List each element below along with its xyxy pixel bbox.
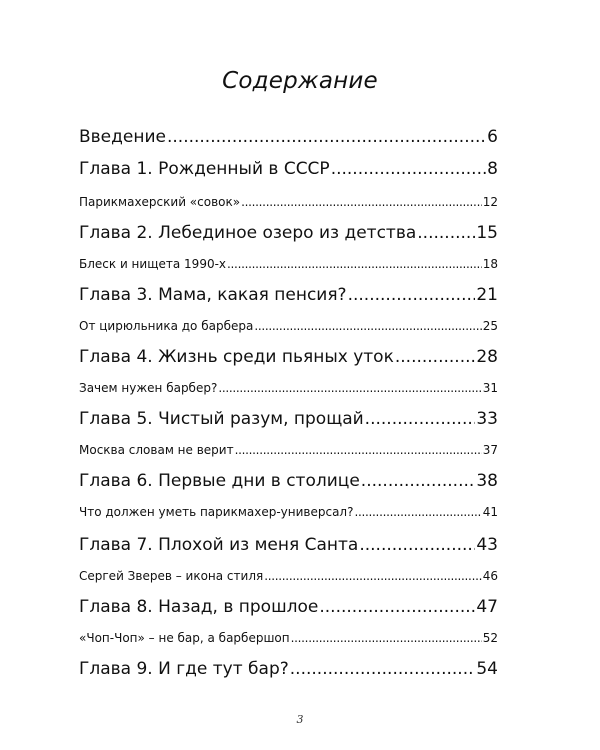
page-title: Содержание bbox=[222, 68, 378, 94]
toc-entry-label: Зачем нужен барбер? bbox=[79, 381, 218, 395]
toc-entry-label: Блеск и нищета 1990-х bbox=[79, 257, 227, 271]
toc-entry-chapter-7[interactable] bbox=[79, 535, 498, 559]
toc-entry-intro[interactable] bbox=[79, 127, 498, 151]
toc-entry-page: 43 bbox=[476, 535, 498, 555]
dot-leader bbox=[291, 631, 482, 645]
toc-entry-label: Сергей Зверев – икона стиля bbox=[79, 569, 264, 583]
toc-entry-label: От цирюльника до барбера bbox=[79, 319, 254, 333]
toc-entry-section[interactable] bbox=[79, 381, 498, 399]
toc-entry-page: 47 bbox=[476, 597, 498, 617]
dot-leader bbox=[264, 569, 482, 583]
toc-entry-section[interactable] bbox=[79, 195, 498, 213]
toc-entry-section[interactable] bbox=[79, 319, 498, 337]
toc-entry-label: Глава 9. И где тут бар? bbox=[79, 659, 289, 679]
dot-leader bbox=[417, 223, 475, 243]
dot-leader bbox=[331, 159, 486, 179]
toc-entry-section[interactable] bbox=[79, 443, 498, 461]
toc-entry-chapter-8[interactable] bbox=[79, 597, 498, 621]
dot-leader bbox=[235, 443, 482, 457]
toc-entry-section[interactable] bbox=[79, 257, 498, 275]
toc-entry-label: Парикмахерский «совок» bbox=[79, 195, 241, 209]
toc-entry-page: 37 bbox=[482, 443, 498, 457]
toc-entry-label: Глава 2. Лебединое озеро из детства bbox=[79, 223, 417, 243]
toc-entry-label: Глава 1. Рожденный в СССР bbox=[79, 159, 330, 179]
toc-entry-label: Глава 5. Чистый разум, прощай bbox=[79, 409, 364, 429]
toc-entry-label: «Чоп-Чоп» – не бар, а барбершоп bbox=[79, 631, 290, 645]
toc-entry-page: 38 bbox=[476, 471, 498, 491]
toc-entry-chapter-2[interactable] bbox=[79, 223, 498, 247]
toc-entry-chapter-1[interactable] bbox=[79, 159, 498, 183]
dot-leader bbox=[290, 659, 476, 679]
toc-entry-label: Глава 8. Назад, в прошлое bbox=[79, 597, 319, 617]
toc-entry-label: Глава 4. Жизнь среди пьяных уток bbox=[79, 347, 394, 367]
toc-entry-page: 54 bbox=[476, 659, 498, 679]
toc-entry-chapter-9[interactable] bbox=[79, 659, 498, 683]
dot-leader bbox=[359, 535, 475, 555]
toc-entry-page: 12 bbox=[482, 195, 498, 209]
dot-leader bbox=[241, 195, 482, 209]
toc-entry-label: Глава 7. Плохой из меня Санта bbox=[79, 535, 359, 555]
dot-leader bbox=[348, 285, 476, 305]
toc-entry-label: Глава 3. Мама, какая пенсия? bbox=[79, 285, 347, 305]
dot-leader bbox=[319, 597, 475, 617]
toc-entry-label: Москва словам не верит bbox=[79, 443, 234, 457]
toc-entry-section[interactable] bbox=[79, 505, 498, 523]
toc-entry-page: 25 bbox=[482, 319, 498, 333]
toc-entry-page: 28 bbox=[476, 347, 498, 367]
dot-leader bbox=[167, 127, 486, 147]
toc-entry-page: 6 bbox=[487, 127, 498, 147]
toc-entry-section[interactable] bbox=[79, 569, 498, 587]
toc-entry-label: Что должен уметь парикмахер-универсал? bbox=[79, 505, 354, 519]
toc-entry-label: Глава 6. Первые дни в столице bbox=[79, 471, 360, 491]
toc-entry-chapter-5[interactable] bbox=[79, 409, 498, 433]
dot-leader bbox=[354, 505, 481, 519]
dot-leader bbox=[227, 257, 482, 271]
toc-entry-chapter-4[interactable] bbox=[79, 347, 498, 371]
toc-entry-page: 15 bbox=[476, 223, 498, 243]
toc-entry-section[interactable] bbox=[79, 631, 498, 649]
toc-entry-page: 8 bbox=[487, 159, 498, 179]
toc-entry-chapter-3[interactable] bbox=[79, 285, 498, 309]
toc-entry-page: 33 bbox=[476, 409, 498, 429]
toc-entry-page: 41 bbox=[482, 505, 498, 519]
page-number: 3 bbox=[296, 713, 304, 726]
toc-entry-page: 31 bbox=[482, 381, 498, 395]
toc-entry-page: 18 bbox=[482, 257, 498, 271]
toc-entry-page: 46 bbox=[482, 569, 498, 583]
dot-leader bbox=[254, 319, 481, 333]
dot-leader bbox=[218, 381, 481, 395]
dot-leader bbox=[395, 347, 476, 367]
toc-entry-page: 52 bbox=[482, 631, 498, 645]
toc-entry-chapter-6[interactable] bbox=[79, 471, 498, 495]
toc-entry-label: Введение bbox=[79, 127, 166, 147]
dot-leader bbox=[365, 409, 476, 429]
dot-leader bbox=[361, 471, 476, 491]
toc-entry-page: 21 bbox=[476, 285, 498, 305]
